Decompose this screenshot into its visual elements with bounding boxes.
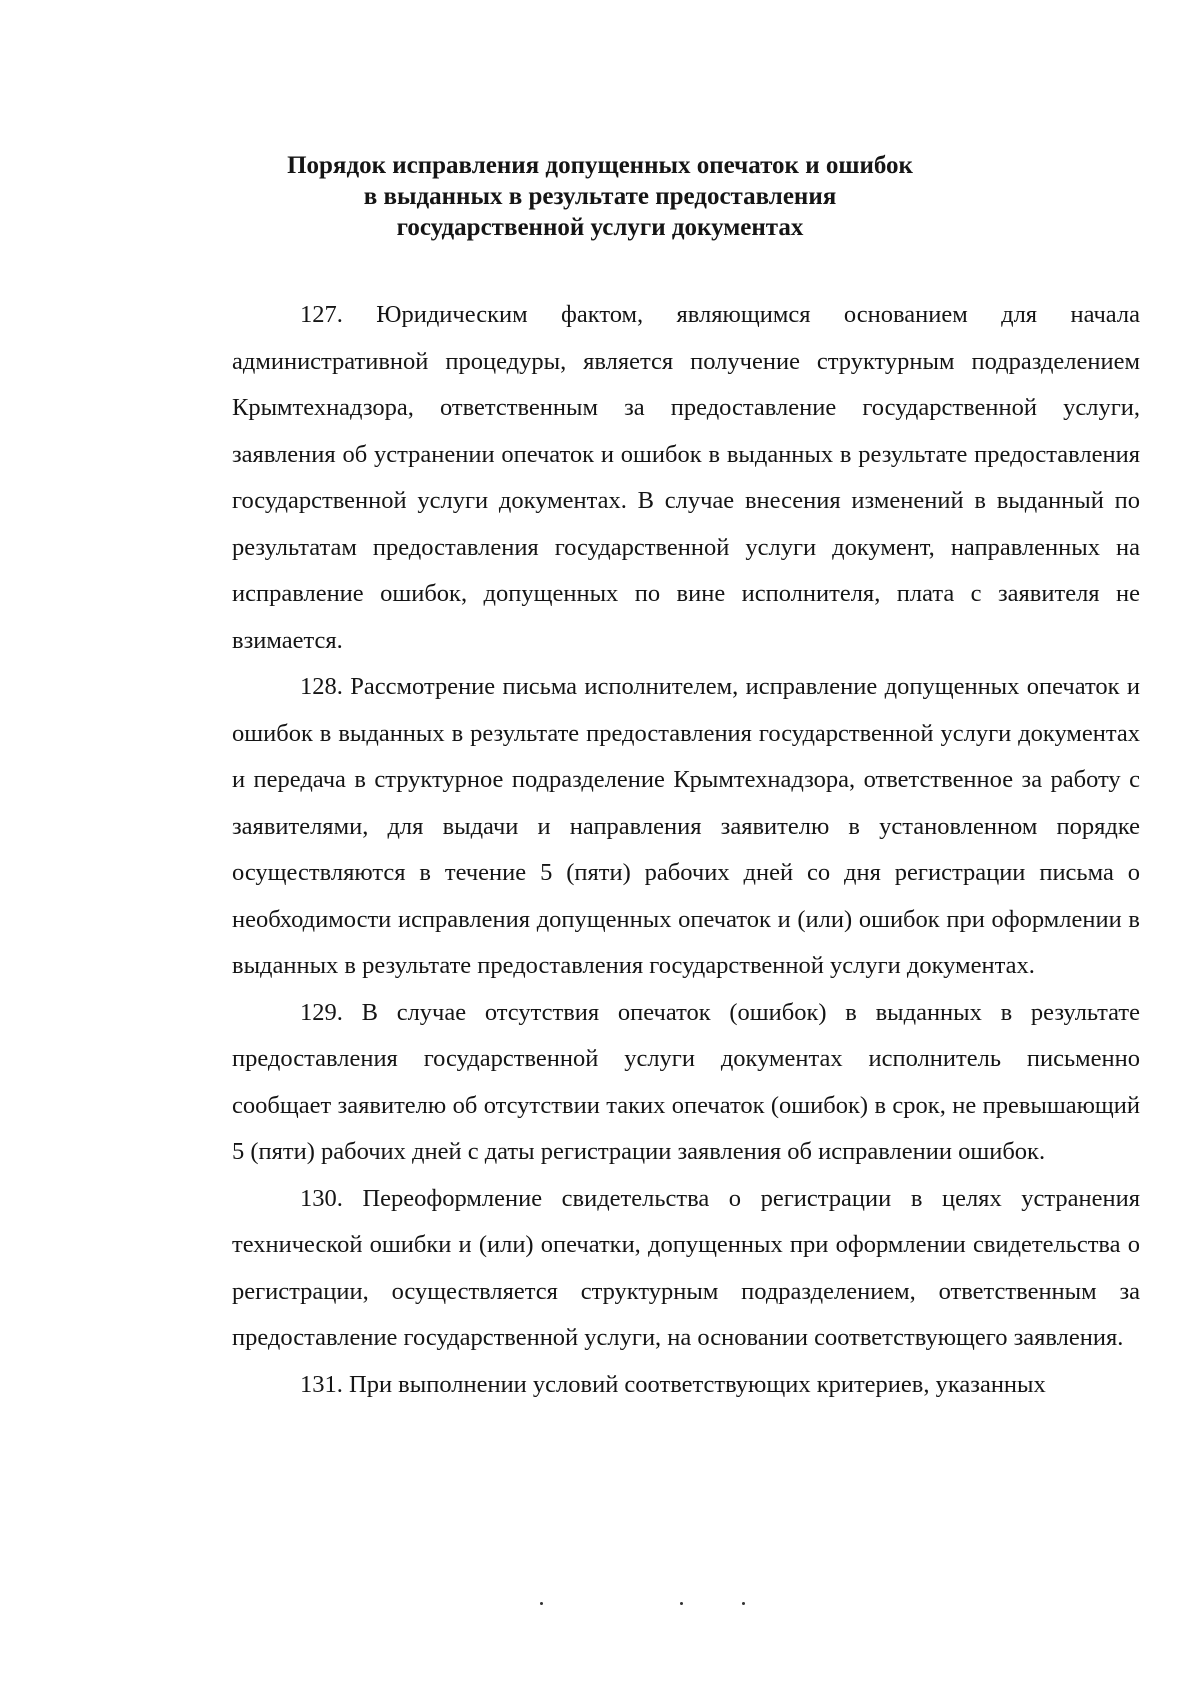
paragraph-131: 131. При выполнении условий соответствующих критериев, указанных: [300, 1370, 1046, 1398]
scan-dot: [680, 1602, 683, 1605]
section-title: [200, 150, 1000, 243]
paragraph-128: 128. Рассмотрение письма исполнителем, исправление допущенных опечаток и ошибок в выданных в результате предоставления государственной услуги документах и передача в структурное подразделение Крымтехнадзора, ответственное за работу с заявителями, для выдачи и направления заявителю в установленном порядке осуществляются в течение 5 (пяти) рабочих дней со дня регистрации письма о необходимости исправления допущенных опечаток и (или) ошибок при оформлении в выданных в результате предоставления государственной услуги документах.: [232, 673, 1140, 979]
scan-dot: [540, 1602, 543, 1605]
section-title-line-1: Порядок исправления допущенных опечаток и ошибок: [287, 152, 913, 179]
scan-dot: [742, 1602, 745, 1605]
section-title-line-3: государственной услуги документах: [396, 214, 804, 241]
paragraph-127: 127. Юридическим фактом, являющимся основанием для начала административной процедуры, является получение структурным подразделением Крымтехнадзора, ответственным за предоставление государственной услуги, заявления об устранении опечаток и ошибок в выданных в результате предоставления государственной услуги документах. В случае внесения изменений в выданный по результатам предоставления государственной услуги документ, направленных на исправление ошибок, допущенных по вине исполнителя, плата с заявителя не взимается.: [232, 301, 1140, 654]
section-title-line-2: в выданных в результате предоставления: [363, 183, 837, 210]
paragraph-130: 130. Переоформление свидетельства о регистрации в целях устранения технической ошибки и (или) опечатки, допущенных при оформлении свидетельства о регистрации, осуществляется структурным подразделением, ответственным за предоставление государственной услуги, на основании соответствующего заявления.: [232, 1184, 1140, 1351]
document-body: [232, 292, 1140, 1408]
paragraph-129: 129. В случае отсутствия опечаток (ошибок) в выданных в результате предоставления государственной услуги документах исполнитель письменно сообщает заявителю об отсутствии таких опечаток (ошибок) в срок, не превышающий 5 (пяти) рабочих дней с даты регистрации заявления об исправлении ошибок.: [232, 998, 1140, 1165]
scan-artifact-marks: [520, 1598, 770, 1612]
